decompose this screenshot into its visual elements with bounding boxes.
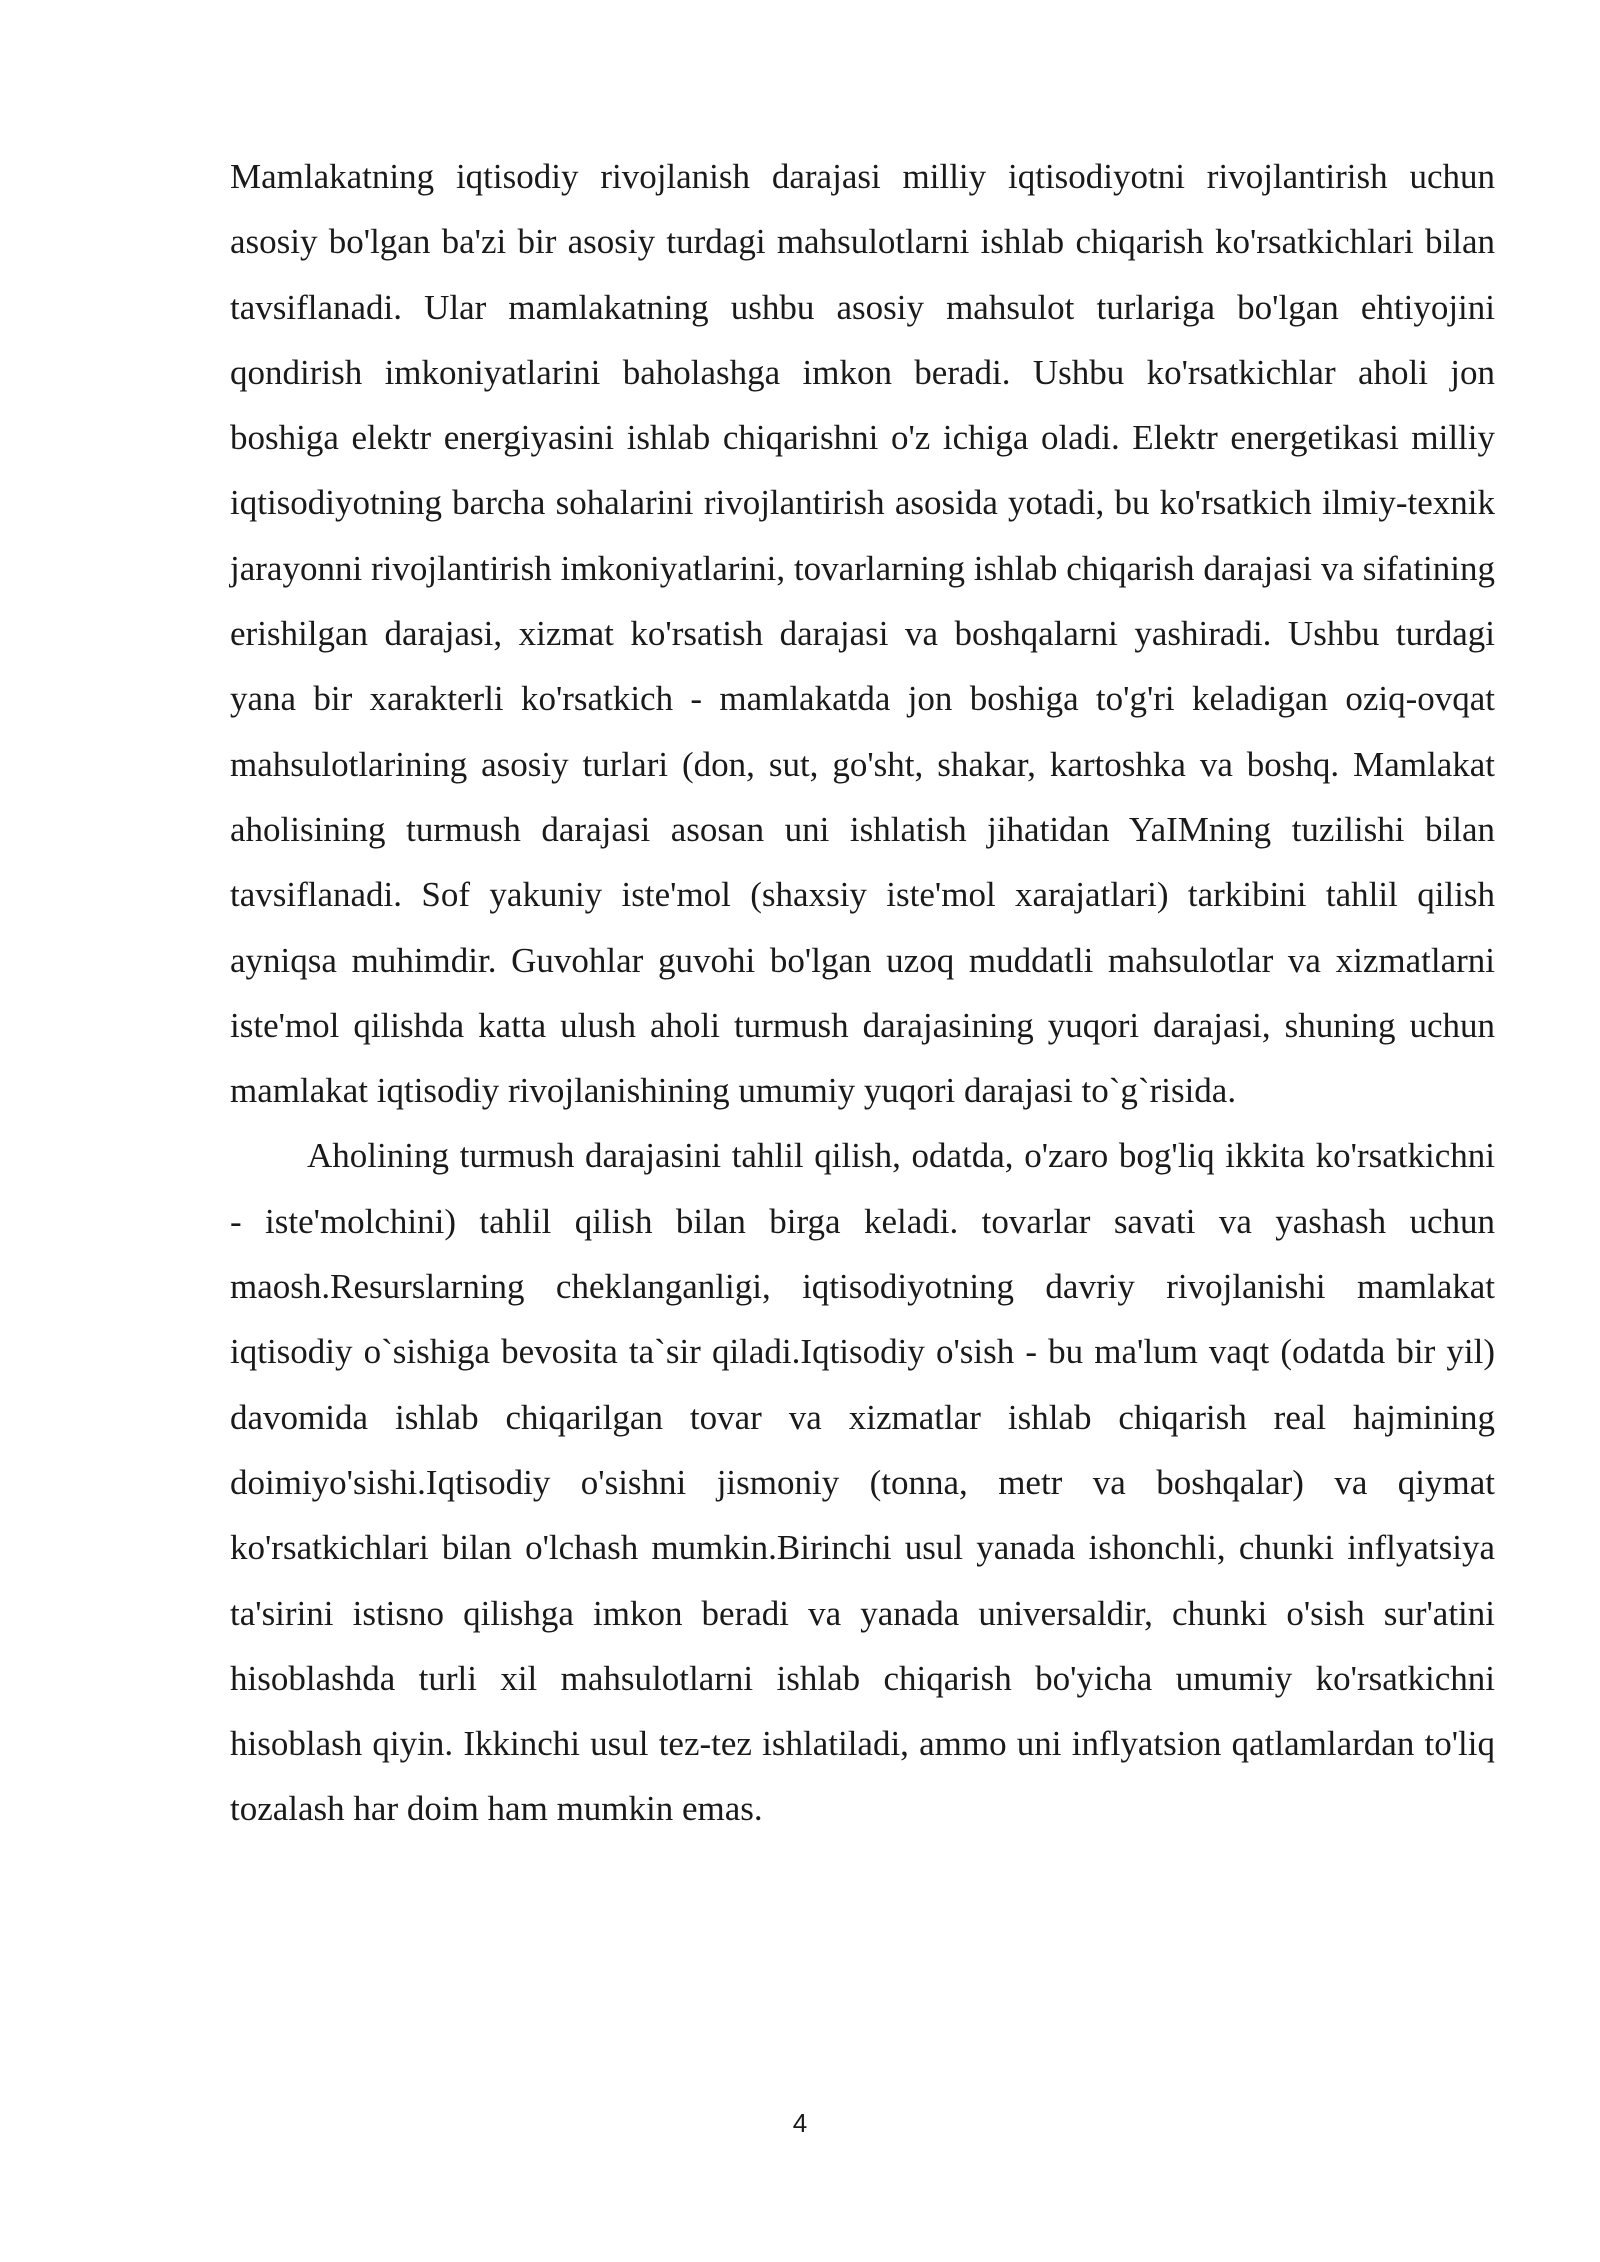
paragraph-2: Aholining turmush darajasini tahlil qilish, odatda, o'zaro bog'liq ikkita ko'rsatkichni - iste'molchini) tahlil qilish bilan birga keladi. tovarlar savati va yashash uchun maosh.Resurslarning cheklanganligi, iqtisodiyotning davriy rivojlanishi mamlakat iqtisodiy o`sishiga bevosita ta`sir qiladi.Iqtisodiy o'sish - bu ma'lum vaqt (odatda bir yil) davomida ishlab chiqarilgan tovar va xizmatlar ishlab chiqarish real hajmining doimiyo'sishi.Iqtisodiy o'sishni jismoniy (tonna, metr va boshqalar) va qiymat ko'rsatkichlari bilan o'lchash mumkin.Birinchi usul yanada ishonchli, chunki inflyatsiya ta'sirini istisno qilishga imkon beradi va yanada universaldir, chunki o'sish sur'atini hisoblashda turli xil mahsulotlarni ishlab chiqarish bo'yicha umumiy ko'rsatkichni hisoblash qiyin. Ikkinchi usul tez-tez ishlatiladi, ammo uni inflyatsion qatlamlardan to'liq tozalash har doim ham mumkin emas. [230,1136,1495,1829]
page-number: 4 [792,2108,808,2138]
body-text [230,144,1495,1842]
paragraph-1: Mamlakatning iqtisodiy rivojlanish darajasi milliy iqtisodiyotni rivojlantirish uchun asosiy bo'lgan ba'zi bir asosiy turdagi mahsulotlarni ishlab chiqarish ko'rsatkichlari bilan tavsiflanadi. Ular mamlakatning ushbu asosiy mahsulot turlariga bo'lgan ehtiyojini qondirish imkoniyatlarini baholashga imkon beradi. Ushbu ko'rsatkichlar aholi jon boshiga elektr energiyasini ishlab chiqarishni o'z ichiga oladi. Elektr energetikasi milliy iqtisodiyotning barcha sohalarini rivojlantirish asosida yotadi, bu ko'rsatkich ilmiy-texnik jarayonni rivojlantirish imkoniyatlarini, tovarlarning ishlab chiqarish darajasi va sifatining erishilgan darajasi, xizmat ko'rsatish darajasi va boshqalarni yashiradi. Ushbu turdagi yana bir xarakterli ko'rsatkich - mamlakatda jon boshiga to'g'ri keladigan oziq-ovqat mahsulotlarining asosiy turlari (don, sut, go'sht, shakar, kartoshka va boshq. Mamlakat aholisining turmush darajasi asosan uni ishlatish jihatidan YaIMning tuzilishi bilan tavsiflanadi. Sof yakuniy iste'mol (shaxsiy iste'mol xarajatlari) tarkibini tahlil qilish ayniqsa muhimdir. Guvohlar guvohi bo'lgan uzoq muddatli mahsulotlar va xizmatlarni iste'mol qilishda katta ulush aholi turmush darajasining yuqori darajasi, shuning uchun mamlakat iqtisodiy rivojlanishining umumiy yuqori darajasi to`g`risida. [230,157,1495,1111]
